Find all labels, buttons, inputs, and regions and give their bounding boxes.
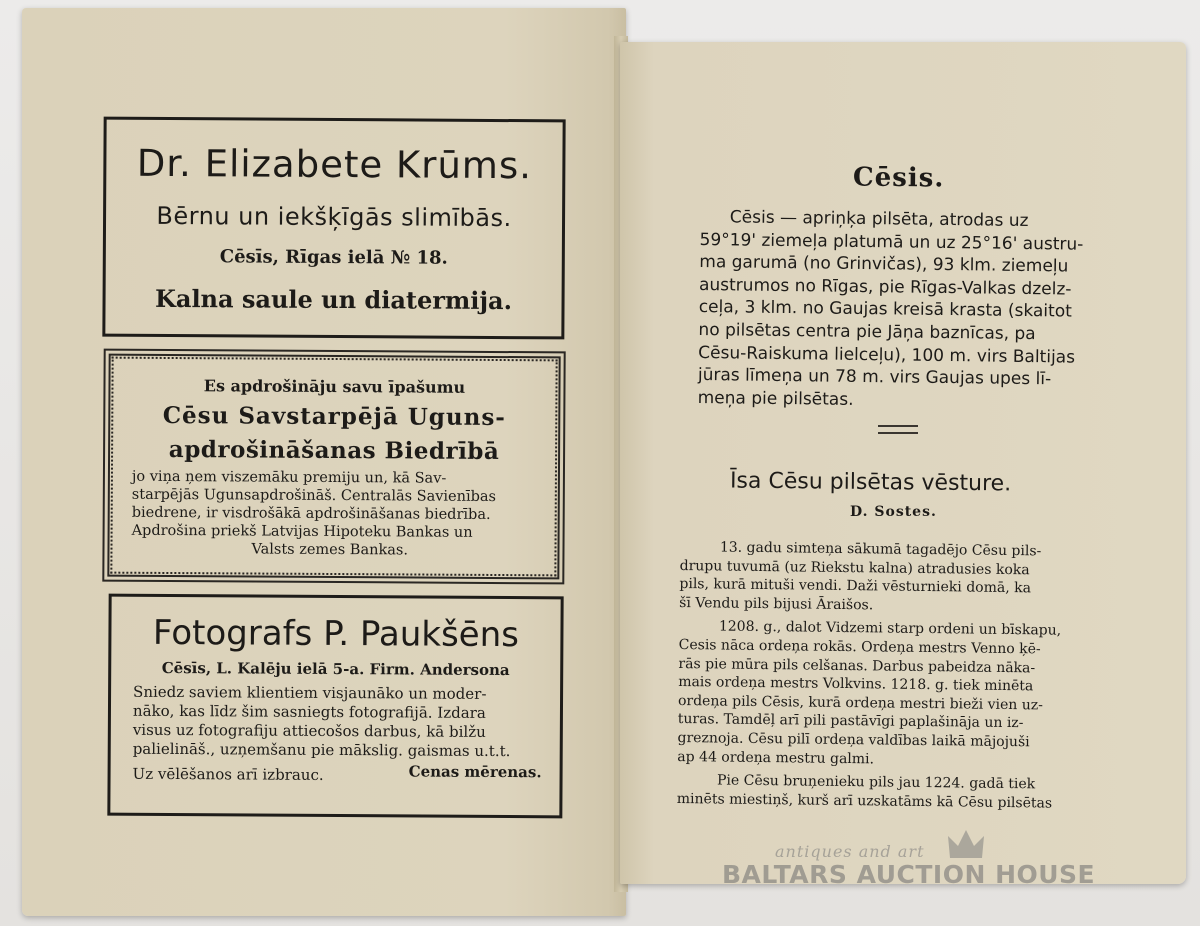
insurance-body-line: jo viņa ņem viszemāku premiju un, kā Sav- [131,468,447,487]
history-line: šī Vendu pils bijusi Āraišos. [679,594,874,614]
doctor-address: Cēsīs, Rīgas ielā № 18. [219,246,448,269]
history-line: ap 44 ordeņa mestru galmi. [677,748,875,767]
intro-line: no pilsētas centra pie Jāņa baznīcas, pa [698,319,1036,345]
watermark-tagline: antiques and art [775,842,925,861]
history-line: Cesis nāca ordeņa rokās. Ordeņa mestrs Venno ķē- [678,636,1041,658]
history-line: rās pie mūra pils celšanas. Darbus pabeidza nāka- [678,655,1036,676]
photographer-body [133,683,542,761]
photographer-footer [132,762,542,785]
insurance-body-line: Valsts zemes Bankas. [251,541,409,559]
photographer-address: Cēsīs, L. Kalēju ielā 5-a. Firm. Andersona [161,658,510,680]
insurance-name-line2: apdrošināšanas Biedrībā [168,435,500,466]
page-title: Cēsis. [852,162,945,194]
history-line: drupu tuvumā (uz Riekstu kalna) atradusies koka [679,557,1030,578]
history-line: ordeņa pils Cēsis, kurā ordeņa mestri bieži vien uz- [677,692,1044,714]
intro-line: 59°19' ziemeļa platumā un uz 25°16' austru- [699,229,1084,255]
insurance-advertisement [102,349,565,585]
insurance-body [131,468,540,560]
intro-line: ma garumā (no Grinvičas), 93 klm. ziemeļu [699,252,1069,277]
insurance-name-line1: Cēsu Savstarpējā Uguns- [162,401,506,432]
intro-line: Cēsu-Raiskuma lielceļu), 100 m. virs Baltijas [698,342,1076,368]
section-heading: Īsa Cēsu pilsētas vēsture. [729,468,1012,497]
history-line: 1208. g., dalot Vidzemi starp ordeni un bīskapu, [718,618,1062,640]
history-line: minēts miestiņš, kurš arī uzskatāms kā Cēsu pilsētas [676,790,1053,812]
intro-line: austrumos no Rīgas, pie Rīgas-Valkas dzelz- [698,274,1072,300]
crown-icon [946,828,986,862]
history-line: turas. Tamdēļ arī pili pastāvīgi paplašināja un iz- [677,711,1024,732]
photographer-body-line: Sniedz saviem klientiem visjaunāko un moder- [133,682,487,703]
history-line: Pie Cēsu bruņenieku pils jau 1224. gadā tiek [716,772,1036,793]
history-line: pils, kurā mituši vendi. Daži vēsturnieki domā, ka [679,576,1032,597]
intro-line: jūras līmeņa un 78 m. virs Gaujas upes lī- [697,365,1052,390]
intro-line: ceļa, 3 klm. no Gaujas kreisā krasta (skaitot [698,297,1072,322]
photographer-body-line: nāko, kas līdz šim sasniegts fotografijā. Izdara [132,701,486,722]
insurance-intro: Es apdrošināju savu īpašumu [203,376,466,397]
watermark-logo: BALTARS AUCTION HOUSE [722,860,1096,889]
photographer-body-line: visus uz fotografiju attiecošos darbus, kā bilžu [132,720,486,741]
insurance-body-line: starpējās Ugunsapdrošināš. Centralās Savienības [131,486,497,505]
doctor-specialty: Bērnu un iekšķīgās slimībās. [156,201,512,233]
history-line: 13. gadu simteņa sākumā tagadējo Cēsu pils- [719,539,1042,560]
intro-line: Cēsis — apriņķa pilsēta, atrodas uz [729,207,1029,232]
photographer-name: Fotografs P. Paukšēns [152,612,520,656]
photographer-travel: Uz vēlēšanos arī izbrauc. [132,764,324,784]
section-divider [878,425,918,434]
photographer-body-line: palielināš., uzņemšanu pie mākslig. gaismas u.t.t. [132,739,511,761]
history-line: greznoja. Cēsu pilī ordeņa valdības laikā mājojuši [677,729,1030,751]
author-name: D. Sostes. [850,504,937,520]
history-line: mais ordeņa mestrs Volkvins. 1218. g. tiek minēta [678,674,1034,695]
insurance-body-line: biedrene, ir visdrošākā apdrošināšanas biedrība. [131,504,491,523]
doctor-services: Kalna saule un diatermija. [154,283,513,316]
insurance-body-line: Apdrošina priekš Latvijas Hipoteku Bankas un [131,522,473,541]
history-text [677,538,1110,814]
doctor-name: Dr. Elizabete Krūms. [136,141,533,188]
photographer-price: Cenas mērenas. [408,762,542,782]
intro-line: meņa pie pilsētas. [697,387,854,410]
intro-paragraph [698,206,1118,414]
photographer-advertisement [107,594,563,819]
doctor-advertisement [102,117,565,340]
